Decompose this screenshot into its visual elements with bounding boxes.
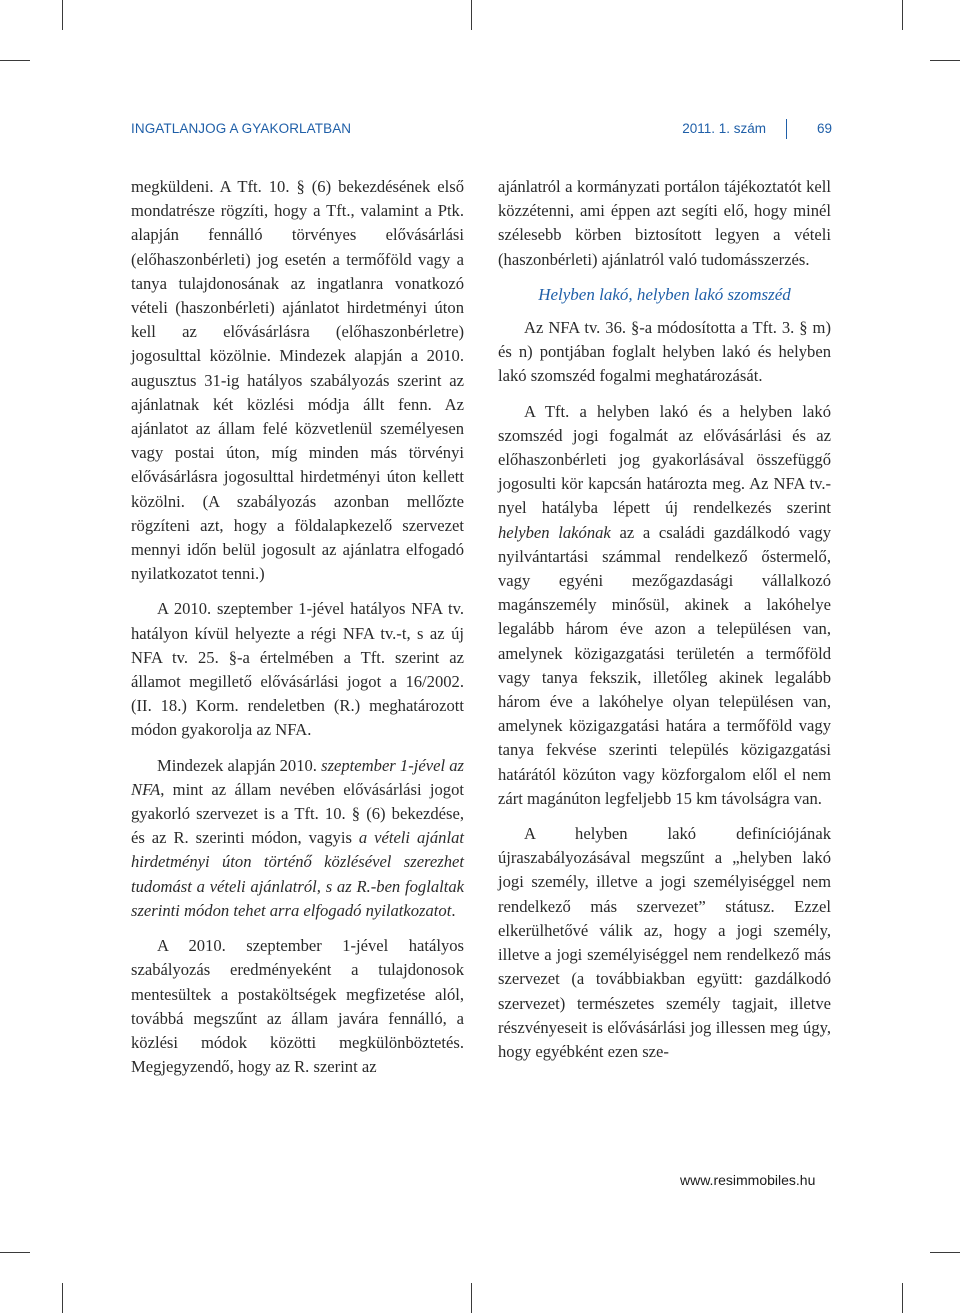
left-p3-part-b: szeptember 1-jével az NFA: [131, 755, 464, 799]
left-p3-part-c: , mint az állam nevében elővásárlási jogot gyakorló szervezet is a Tft. 10. § (6) bekezdése, és az R. szerinti módon, vagyis: [131, 779, 464, 848]
crop-mark-bottom-center: [471, 1283, 472, 1313]
page-number: 69: [816, 121, 832, 136]
left-column: [131, 175, 464, 1079]
crop-mark-left-b: [0, 1252, 30, 1253]
crop-mark-left-v: [0, 60, 30, 61]
journal-title: INGATLANJOG A GYAKORLATBAN: [131, 121, 352, 136]
running-header: [131, 119, 832, 141]
right-paragraph-2: Az NFA tv. 36. §-a módosította a Tft. 3. § m) és n) pontjában foglalt helyben lakó és helyben lakó szomszéd fogalmi meghatározását.: [498, 318, 831, 386]
crop-mark-top-center: [471, 0, 472, 30]
left-p3-part-d: a vételi ajánlat hirdetményi úton történő közlésével szerezhet tudomást a vételi ajánlatról, s az R.-ben foglaltak szerinti módon tehet arra elfogadó nyilatkozatot: [131, 828, 464, 920]
section-subheading: Helyben lakó, helyben lakó szomszéd: [538, 284, 791, 304]
left-paragraph-4: A 2010. szeptember 1-jével hatályos szabályozás eredményeként a tulajdonosok mentesültek a postaköltségek megfizetése alól, továbbá megszűnt az állam javára fennálló, a közlési módok közötti megkülönböztetés. Megjegyzendő, hogy az R. szerint az: [131, 936, 464, 1077]
left-p3-part-a: Mindezek alapján 2010.: [157, 755, 322, 775]
crop-mark-bottom-left: [62, 1283, 63, 1313]
right-paragraph-3: [498, 400, 831, 811]
right-paragraph-4: A helyben lakó definíciójának újraszabályozásával megszűnt a „helyben lakó jogi személy, illetve a jogi személyiséggel nem rendelkező más szervezet” státusz. Ezzel elkerülhetővé válik az, hogy a jogi személy, illetve a jogi személyiséggel nem rendelkező más szervezet (a továbbiakban együtt: gazdálkodó szervezet) természetes személy tagjait, illetve részvényeseit is elővásárlási jog illessen meg úgy, hogy egyébként ezen sze-: [498, 824, 831, 1061]
crop-mark-top-left: [62, 0, 63, 30]
left-paragraph-2: A 2010. szeptember 1-jével hatályos NFA tv. hatályon kívül helyezte a régi NFA tv.-t, s az új NFA tv. 25. §-a értelmében a Tft. szerint az államot megillető elővásárlási jogot a 16/2002. (II. 18.) Korm. rendeletben (R.) meghatározott módon gyakorolja az NFA.: [131, 599, 464, 740]
right-p3-part-c: az a családi gazdálkodó vagy nyilvántartási számmal rendelkező őstermelő, vagy egyéni mezőgazdasági vállalkozó magánszemély minősül, akinek a lakóhelye legalább három éve azon a településen van, amelynek közigazgatási területén a termőföld vagy tanya fekszik, illetőleg akinek legalább három éve a lakóhelye olyan településen van, amelynek közigazgatási határa a termőföld vagy tanya fekvése szerinti település közigazgatási határától közúton vagy közforgalom elől el nem zárt magánúton legfeljebb 15 km távolságra van.: [498, 522, 831, 808]
crop-mark-bottom-right: [902, 1283, 903, 1313]
right-p3-part-b: helyben lakónak: [498, 522, 611, 542]
left-paragraph-1: megküldeni. A Tft. 10. § (6) bekezdésének első mondatrésze rögzíti, hogy a Tft., valamint a Ptk. alapján fennálló törvényes elővásárlási (előhaszonbérleti) jog esetén a termőföld vagy a tanya tulajdonosának az ingatlanra vonatkozó vételi (haszonbérleti) ajánlatot hirdetményi úton kell az elővásárlásra (előhaszonbérletre) jogosulttal közölnie. Mindezek alapján a 2010. augusztus 31-ig hatályos szabályozás szerint az ajánlatnak két közlési módja állt fenn. Az ajánlatot az állam felé közvetlenül személyesen vagy postai úton, míg minden más törvényi elővásárlásra jogosulttal hirdetményi úton kellett közölni. (A szabályozás azonban mellőzte rögzíteni azt, hogy a földalapkezelő szervezet mennyi időn belül jogosult az ajánlatra elfogadó nyilatkozatot tenni.): [131, 177, 464, 584]
footer-website: www.resimmobiles.hu: [680, 1172, 816, 1188]
left-paragraph-3: [131, 754, 464, 923]
right-column: [498, 175, 831, 1064]
crop-mark-right-v: [930, 60, 960, 61]
crop-mark-top-right: [902, 0, 903, 30]
crop-mark-right-b: [930, 1252, 960, 1253]
header-divider: [786, 119, 787, 139]
right-paragraph-1: ajánlatról a kormányzati portálon tájékoztatót kell közzétenni, ami éppen azt segíti elő, hogy minél szélesebb körben biztosított legyen a vételi (haszonbérleti) ajánlatról való tudomásszerzés.: [498, 177, 831, 269]
right-p3-part-a: A Tft. a helyben lakó és a helyben lakó szomszéd jogi fogalmát az elővásárlási és az előhaszonbérleti jog gyakorlásával összefüggő jogosulti kör kapcsán határozta meg. Az NFA tv.-nyel hatályba lépett új rendelkezés szerint: [498, 401, 831, 518]
issue-number: 2011. 1. szám: [682, 121, 766, 136]
left-p3-part-e: .: [451, 900, 456, 920]
